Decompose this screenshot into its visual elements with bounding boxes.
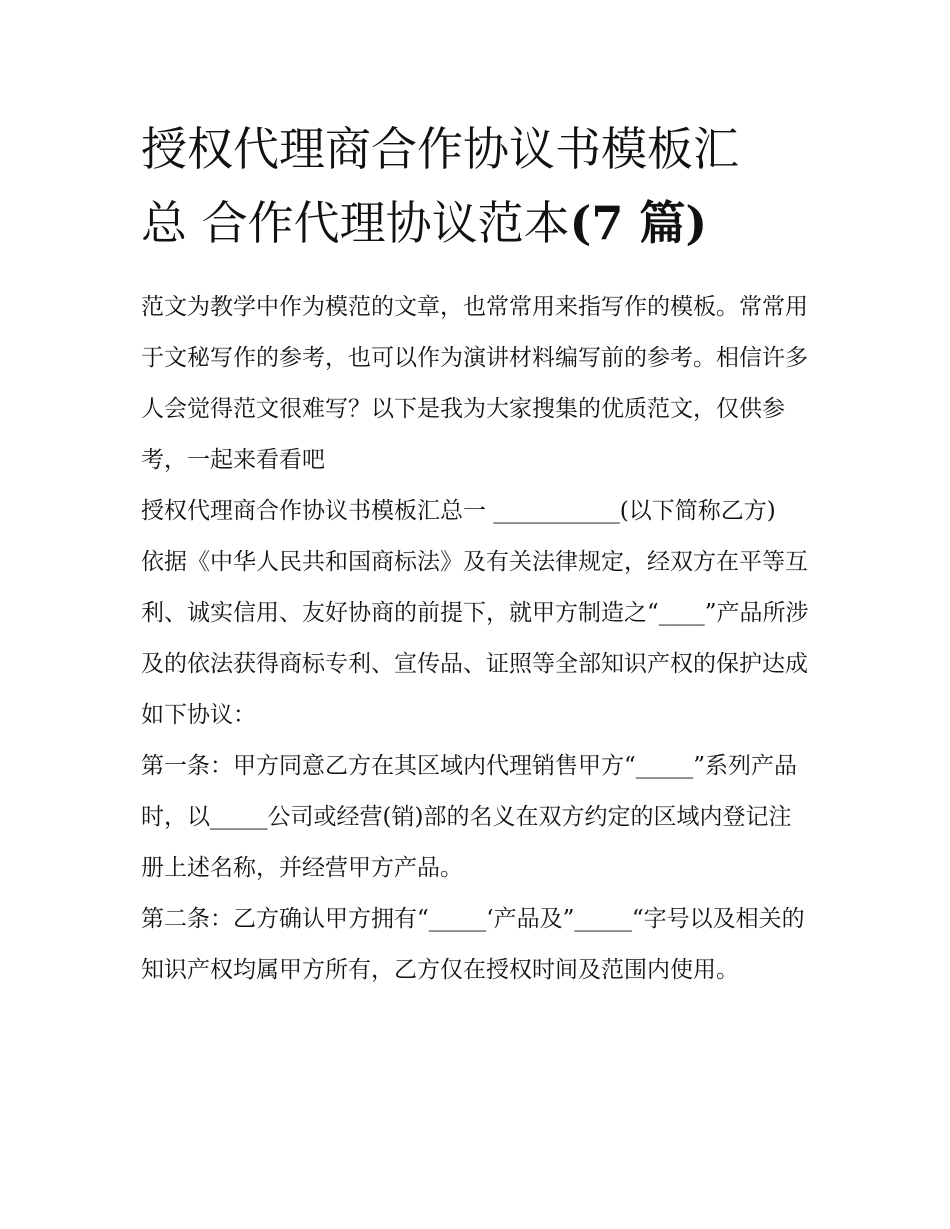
preamble-paragraph: 依据《中华人民共和国商标法》及有关法律规定，经双方在平等互利、诚实信用、友好协商的前提下，就甲方制造之“____”产品所涉及的依法获得商标专利、宣传品、证照等全部知识产权的保护达成如下协议： <box>141 549 809 728</box>
title-line-2-count: (7 篇) <box>569 196 708 250</box>
article-one-paragraph: 第一条：甲方同意乙方在其区域内代理销售甲方“_____”系列产品时，以_____公司或经营(销)部的名义在双方约定的区域内登记注册上述名称，并经营甲方产品。 <box>141 753 798 881</box>
intro-paragraph: 范文为教学中作为模范的文章，也常常用来指写作的模板。常常用于文秘写作的参考，也可以作为演讲材料编写前的参考。相信许多人会觉得范文很难写？以下是我为大家搜集的优质范文，仅供参考，一起来看看吧 <box>141 294 808 473</box>
title-line-2 <box>141 186 813 260</box>
section-heading-paragraph: 授权代理商合作协议书模板汇总一 ___________(以下简称乙方) <box>141 498 776 524</box>
document-body <box>141 112 813 996</box>
title-line-2-main: 总 合作代理协议范本 <box>141 196 570 250</box>
title-line-1: 授权代理商合作协议书模板汇 <box>141 122 739 176</box>
document-title <box>141 112 813 260</box>
article-two-paragraph: 第二条：乙方确认甲方拥有“_____‘产品及”_____“字号以及相关的知识产权均属甲方所有，乙方仅在授权时间及范围内使用。 <box>141 906 805 983</box>
title-line-2-text <box>141 196 707 250</box>
